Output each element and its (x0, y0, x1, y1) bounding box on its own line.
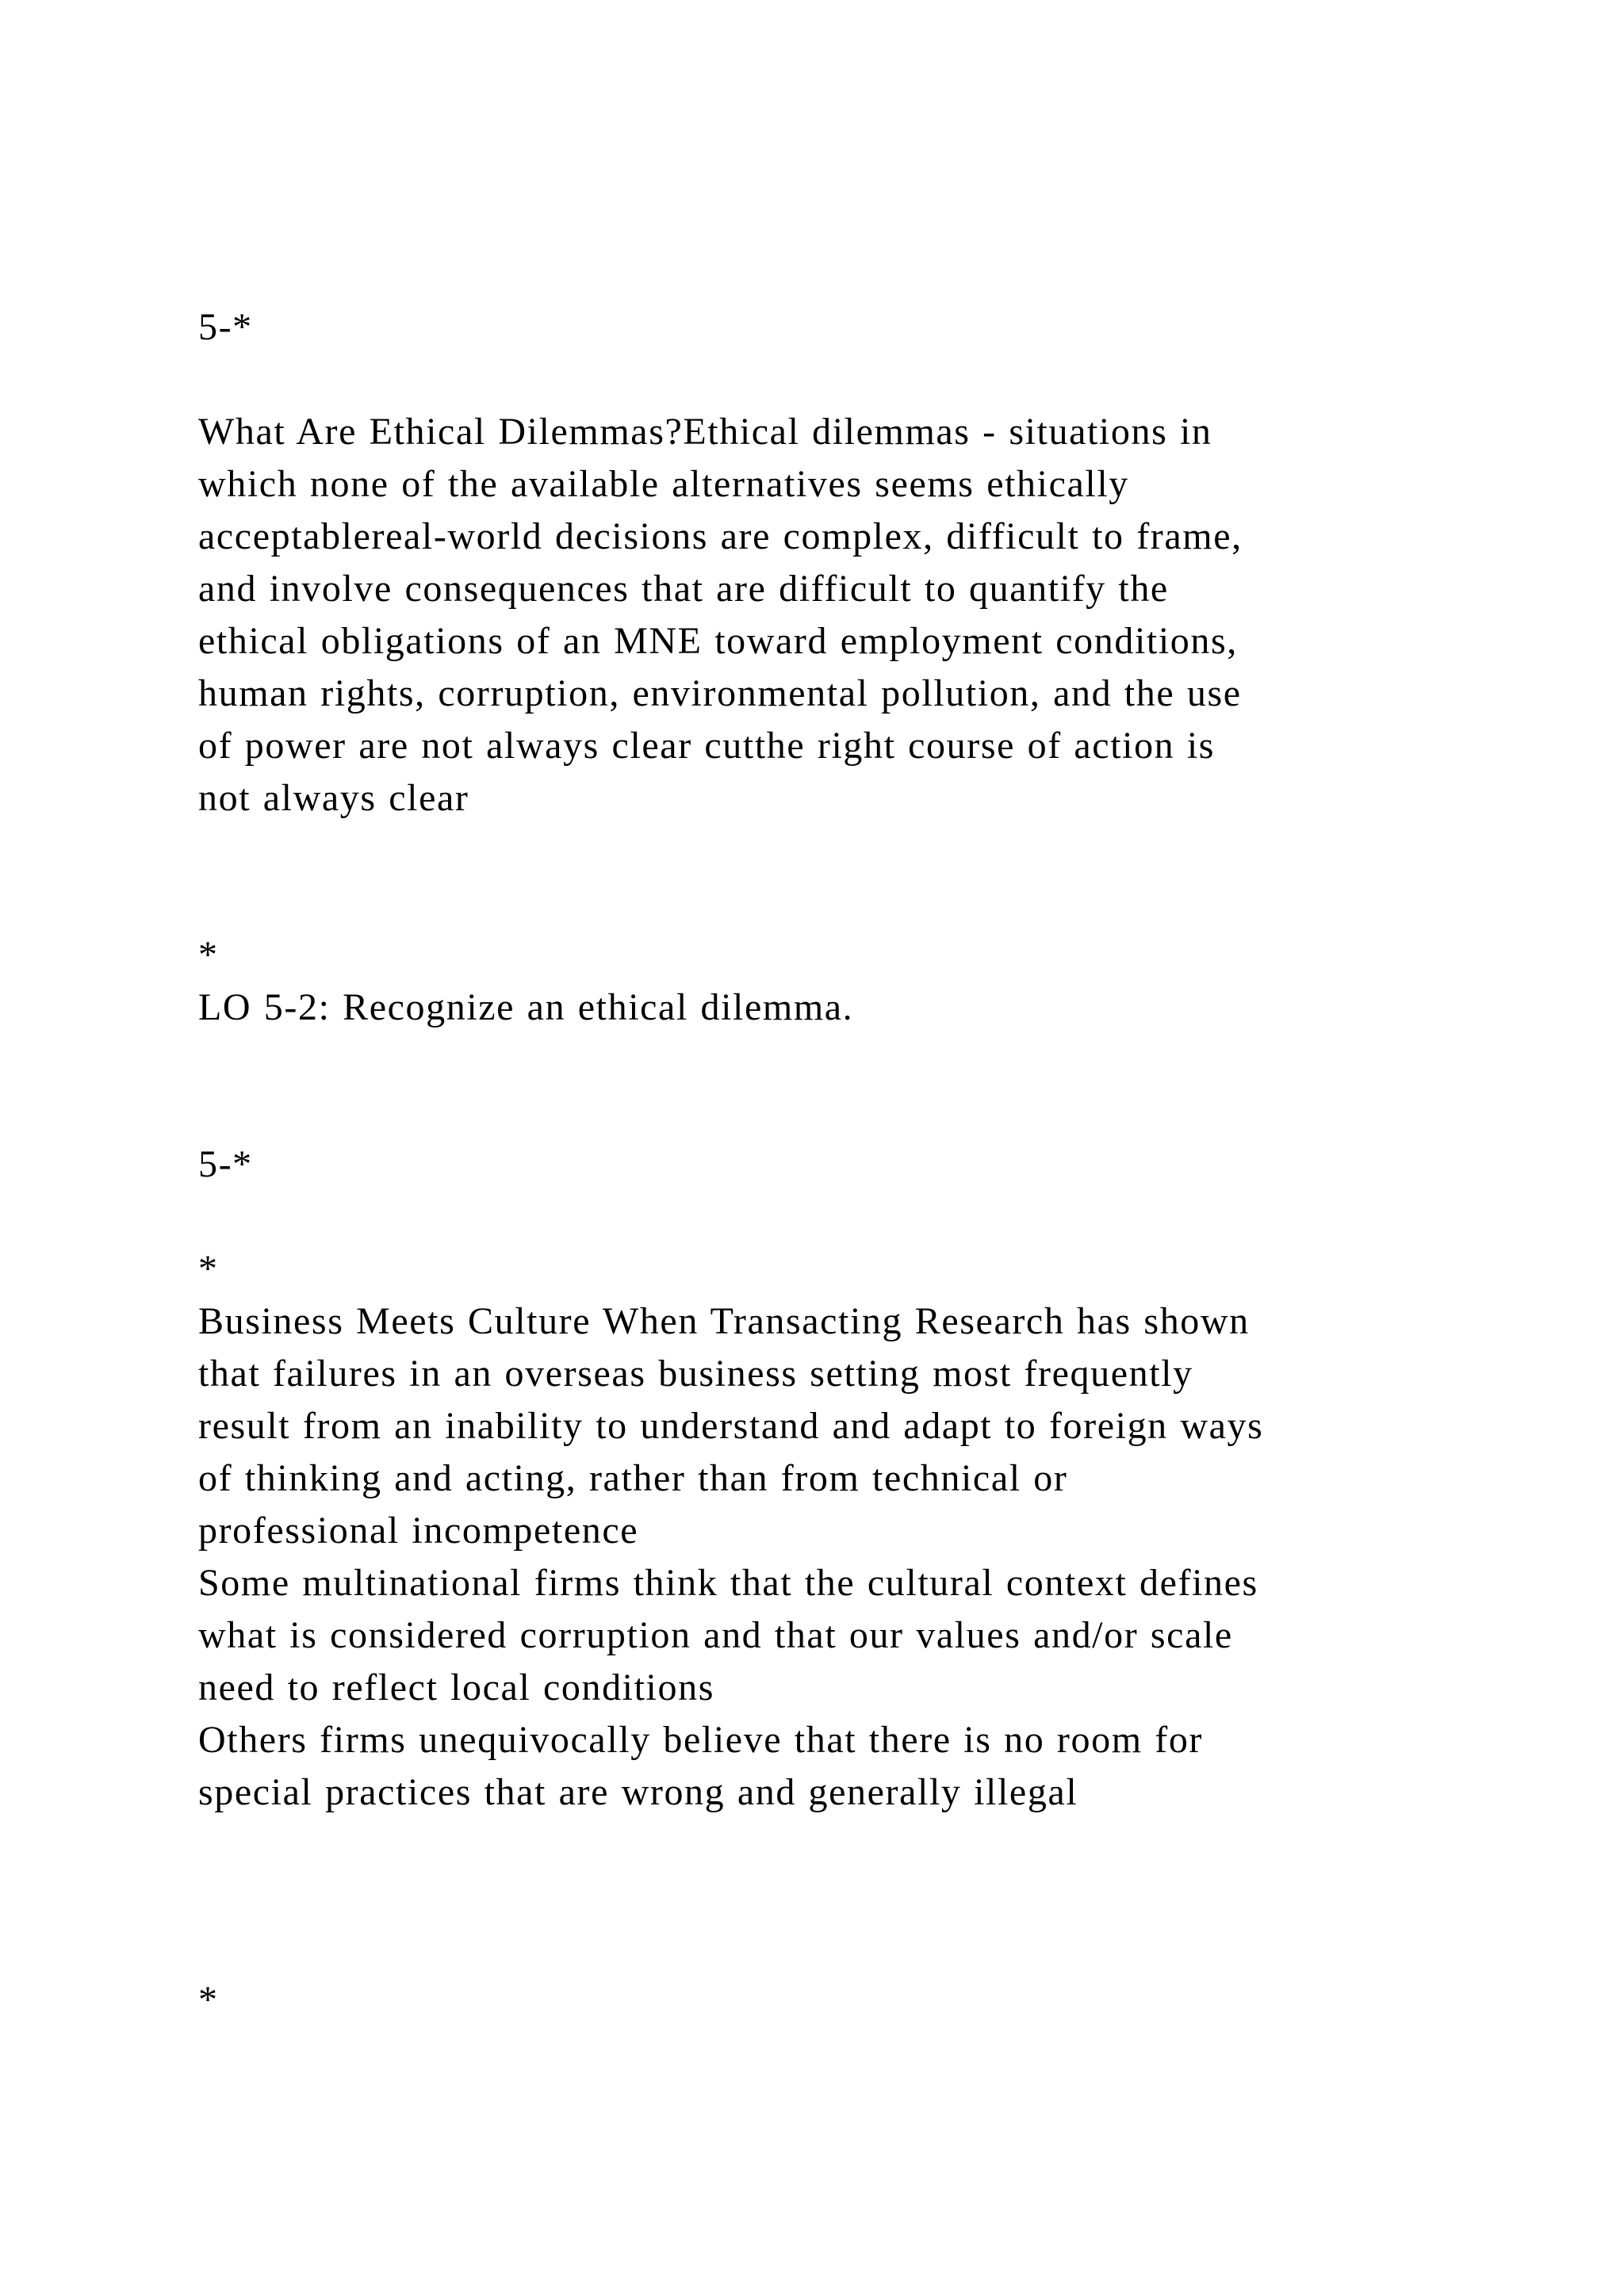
paragraph-line: which none of the available alternatives seems ethically (198, 463, 1129, 505)
paragraph-line: of thinking and acting, rather than from technical or (198, 1457, 1068, 1499)
paragraph-line: Some multinational firms think that the cultural context defines (198, 1562, 1258, 1604)
paragraph-line: special practices that are wrong and generally illegal (198, 1771, 1078, 1813)
paragraph-line: human rights, corruption, environmental pollution, and the use (198, 672, 1242, 714)
paragraph-line: Business Meets Culture When Transacting Research has shown (198, 1300, 1250, 1342)
paragraph-line: ethical obligations of an MNE toward employment conditions, (198, 620, 1238, 662)
paragraph-line: acceptablereal-world decisions are complex, difficult to frame, (198, 515, 1243, 557)
paragraph-line: not always clear (198, 777, 469, 819)
slide-number: 5-* (198, 306, 253, 348)
paragraph-line: result from an inability to understand and adapt to foreign ways (198, 1405, 1264, 1447)
paragraph-line: and involve consequences that are difficult to quantify the (198, 568, 1169, 610)
asterisk-marker: * (198, 934, 219, 976)
learning-objective: LO 5-2: Recognize an ethical dilemma. (198, 986, 854, 1028)
slide-number: 5-* (198, 1143, 253, 1185)
paragraph-line: professional incompetence (198, 1510, 639, 1552)
paragraph-line: need to reflect local conditions (198, 1667, 714, 1709)
paragraph-line: that failures in an overseas business setting most frequently (198, 1353, 1193, 1395)
asterisk-marker: * (198, 1248, 219, 1290)
asterisk-marker: * (198, 1979, 219, 2021)
paragraph-line: what is considered corruption and that our values and/or scale (198, 1614, 1233, 1656)
paragraph-line: What Are Ethical Dilemmas?Ethical dilemmas - situations in (198, 411, 1212, 453)
paragraph-line: of power are not always clear cutthe right course of action is (198, 725, 1216, 767)
paragraph-line: Others firms unequivocally believe that there is no room for (198, 1719, 1204, 1761)
